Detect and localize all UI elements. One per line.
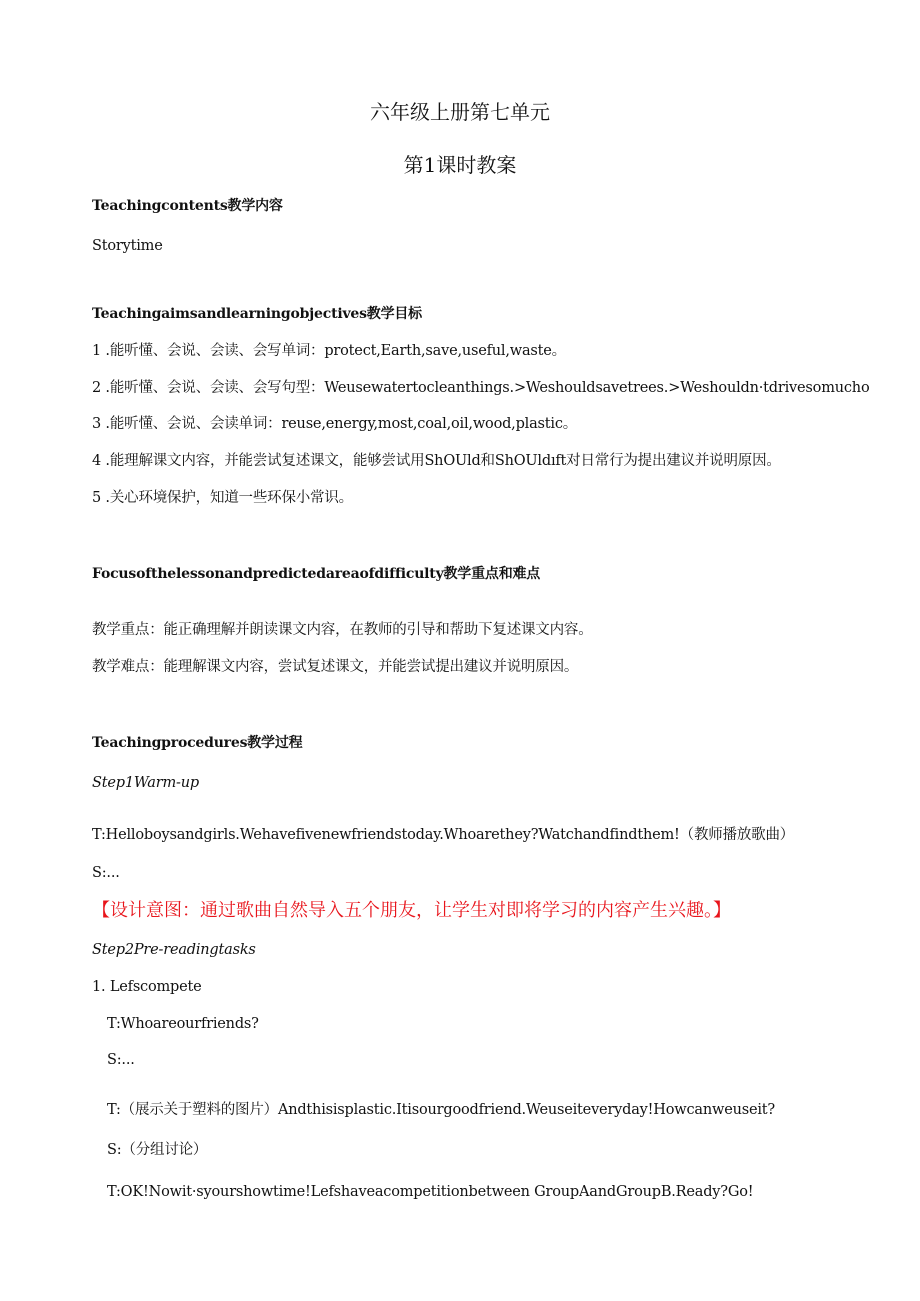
- step2-line-1: T:Whoareourfriends?: [107, 1016, 259, 1032]
- aim-item-5: 5 .关心环境保护，知道一些环保小常识。: [92, 490, 353, 506]
- aim-item-2: 2 .能听懂、会说、会读、会写句型：Weusewatertocleanthings.>Weshouldsavetrees.>Weshouldn·tdrivesomucho: [92, 380, 870, 396]
- procedures-heading: Teachingprocedures教学过程: [92, 735, 303, 751]
- step2-line-5: T:OK!Nowit·syourshowtime!Lefshaveacompetitionbetween GroupAandGroupB.Ready?Go!: [107, 1184, 754, 1200]
- step1-teacher-line: T:Helloboysandgirls.Wehavefivenewfriendstoday.Whoarethey?Watchandfindthem!（教师播放歌曲）: [92, 827, 795, 843]
- aims-heading: Teachingaimsandlearningobjectives教学目标: [92, 306, 422, 322]
- aim-item-1: 1 .能听懂、会说、会读、会写单词：protect,Earth,save,useful,waste。: [92, 343, 566, 359]
- design-intent-note: 【设计意图：通过歌曲自然导入五个朋友，让学生对即将学习的内容产生兴趣。】: [92, 900, 731, 921]
- step1-title: Step1Warm-up: [92, 775, 199, 791]
- aim-item-3: 3 .能听懂、会说、会读单词：reuse,energy,most,coal,oil,wood,plastic。: [92, 416, 578, 432]
- step2-line-4: S:（分组讨论）: [107, 1142, 208, 1158]
- focus-difficulty: 教学难点：能理解课文内容，尝试复述课文，并能尝试提出建议并说明原因。: [92, 659, 579, 675]
- step1-student-line: S:...: [92, 865, 120, 881]
- focus-heading: Focusofthelessonandpredictedareaofdifficulty教学重点和难点: [92, 566, 541, 582]
- contents-heading: Teachingcontents教学内容: [92, 198, 283, 214]
- aim-item-4: 4 .能理解课文内容，并能尝试复述课文，能够尝试用ShOUld和ShOUldıft对日常行为提出建议并说明原因。: [92, 453, 781, 469]
- contents-text: Storytime: [92, 238, 163, 254]
- step2-title: Step2Pre-readingtasks: [92, 942, 256, 958]
- step2-line-3: T:（展示关于塑料的图片）Andthisisplastic.Itisourgoodfriend.Weuseiteveryday!Howcanweuseit?: [107, 1102, 775, 1118]
- document-title: 六年级上册第七单元: [370, 100, 550, 124]
- step2-item-1: 1. Lefscompete: [92, 979, 202, 995]
- focus-key-point: 教学重点：能正确理解并朗读课文内容，在教师的引导和帮助下复述课文内容。: [92, 622, 593, 638]
- lesson-subtitle: 第1课时教案: [403, 153, 517, 177]
- step2-line-2: S:...: [107, 1052, 135, 1068]
